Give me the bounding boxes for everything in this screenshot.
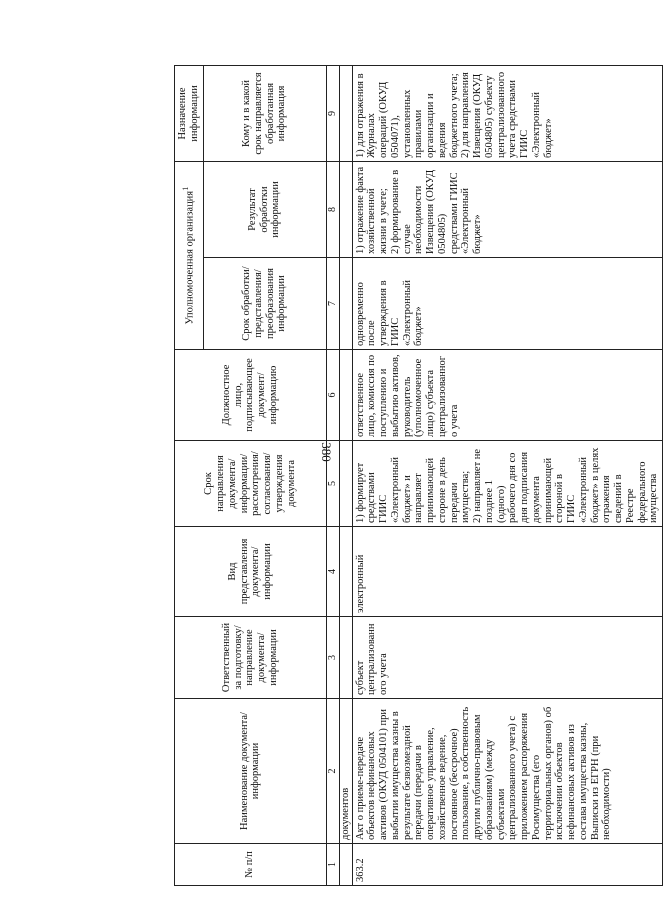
continuation-cell <box>339 350 352 441</box>
document-table <box>174 65 663 886</box>
header-row-1 <box>175 66 204 886</box>
result-cell: 1) отражение факта хозяйственной жизни в учете; 2) формирование в случае необходимости Извещения (ОКУД 0504805) средствами ГИИС «Электронный бюджет» <box>352 162 663 258</box>
header-result: Результат обработки информации <box>203 162 326 258</box>
continuation-cell <box>339 162 352 258</box>
column-number: 8 <box>326 162 339 258</box>
column-number: 1 <box>326 844 339 886</box>
header-authorized-label: Уполномоченная организация <box>184 190 196 325</box>
processing-term-cell: одновременно после утверждения в ГИИС «Электронный бюджет» <box>352 258 663 350</box>
continuation-row <box>339 66 352 886</box>
header-recipient: Кому и в какой срок направляется обработанная информация <box>203 66 326 162</box>
column-number: 7 <box>326 258 339 350</box>
column-number: 5 <box>326 441 339 527</box>
header-responsible: Ответственный за подготовку/ направление документа/ информации <box>175 617 327 699</box>
continuation-cell <box>339 258 352 350</box>
continuation-cell <box>339 441 352 527</box>
page-number: 380 <box>319 442 334 462</box>
continuation-cell <box>339 844 352 886</box>
column-number: 4 <box>326 527 339 617</box>
continuation-cell <box>339 617 352 699</box>
table-row <box>352 66 663 886</box>
column-number: 9 <box>326 66 339 162</box>
row-number: 363.2 <box>352 844 663 886</box>
continuation-cell <box>339 66 352 162</box>
header-document-name: Наименование документа/ информации <box>175 699 327 844</box>
footnote-mark: 1 <box>180 186 191 191</box>
continuation-cell <box>339 527 352 617</box>
header-form: Вид представления документа/ информации <box>175 527 327 617</box>
rotated-table-container <box>174 66 660 886</box>
column-numbers-row <box>326 66 339 886</box>
document-name-cell: Акт о приеме-передаче объектов нефинансовых активов (ОКУД 0504101) при выбытии имущества казны в результате безвозмездной передачи (передачи в оперативное управление, хозяйственное ведение, постоянное (бессрочное) пользование, в собственность другим публично-правовым образованиям) (между субъектами централизованного учета) с приложением распоряжения Росимущества (его территориальных органов) об исключении объектов нефинансовых активов из состава имущества казны, Выписки из ЕГРН (при необходимости) <box>352 699 663 844</box>
header-signer: Должностное лицо, подписывающее документ/ информацию <box>175 350 327 441</box>
column-number: 2 <box>326 699 339 844</box>
deadline-cell: 1) формирует средствами ГИИС «Электронный бюджет» и направляет принимающей стороне в день передачи имущества; 2) направляет не позднее 1 (одного) рабочего дня со дня подписания документа принимающей стороной в ГИИС «Электронный бюджет» в целях отражения сведений в Реестре федерального имущества <box>352 441 663 527</box>
form-cell: электронный <box>352 527 663 617</box>
continuation-text: документов <box>339 699 352 844</box>
recipient-cell: 1) для отражения в Журналах операций (ОКУД 0504071), установленных правилами организации и ведения бюджетного учета; 2) для направления Извещения (ОКУД 0504805) субъекту централизованного учета средствами ГИИС «Электронный бюджет» <box>352 66 663 162</box>
header-authorized-organization <box>175 162 204 350</box>
column-number: 6 <box>326 350 339 441</box>
header-deadline: Срок направления документа/ информации/ рассмотрения/ согласования/ утверждения документа <box>175 441 327 527</box>
responsible-cell: субъект централизованного учета <box>352 617 663 699</box>
header-purpose: Назначение информации <box>175 66 204 162</box>
header-num: № п/п <box>175 844 327 886</box>
column-number: 3 <box>326 617 339 699</box>
signer-cell: ответственное лицо, комиссия по поступлению и выбытию активов, руководитель (уполномоченное лицо) субъекта централизованного учета <box>352 350 663 441</box>
header-processing-term: Срок обработки/ представления/ преобразования информации <box>203 258 326 350</box>
